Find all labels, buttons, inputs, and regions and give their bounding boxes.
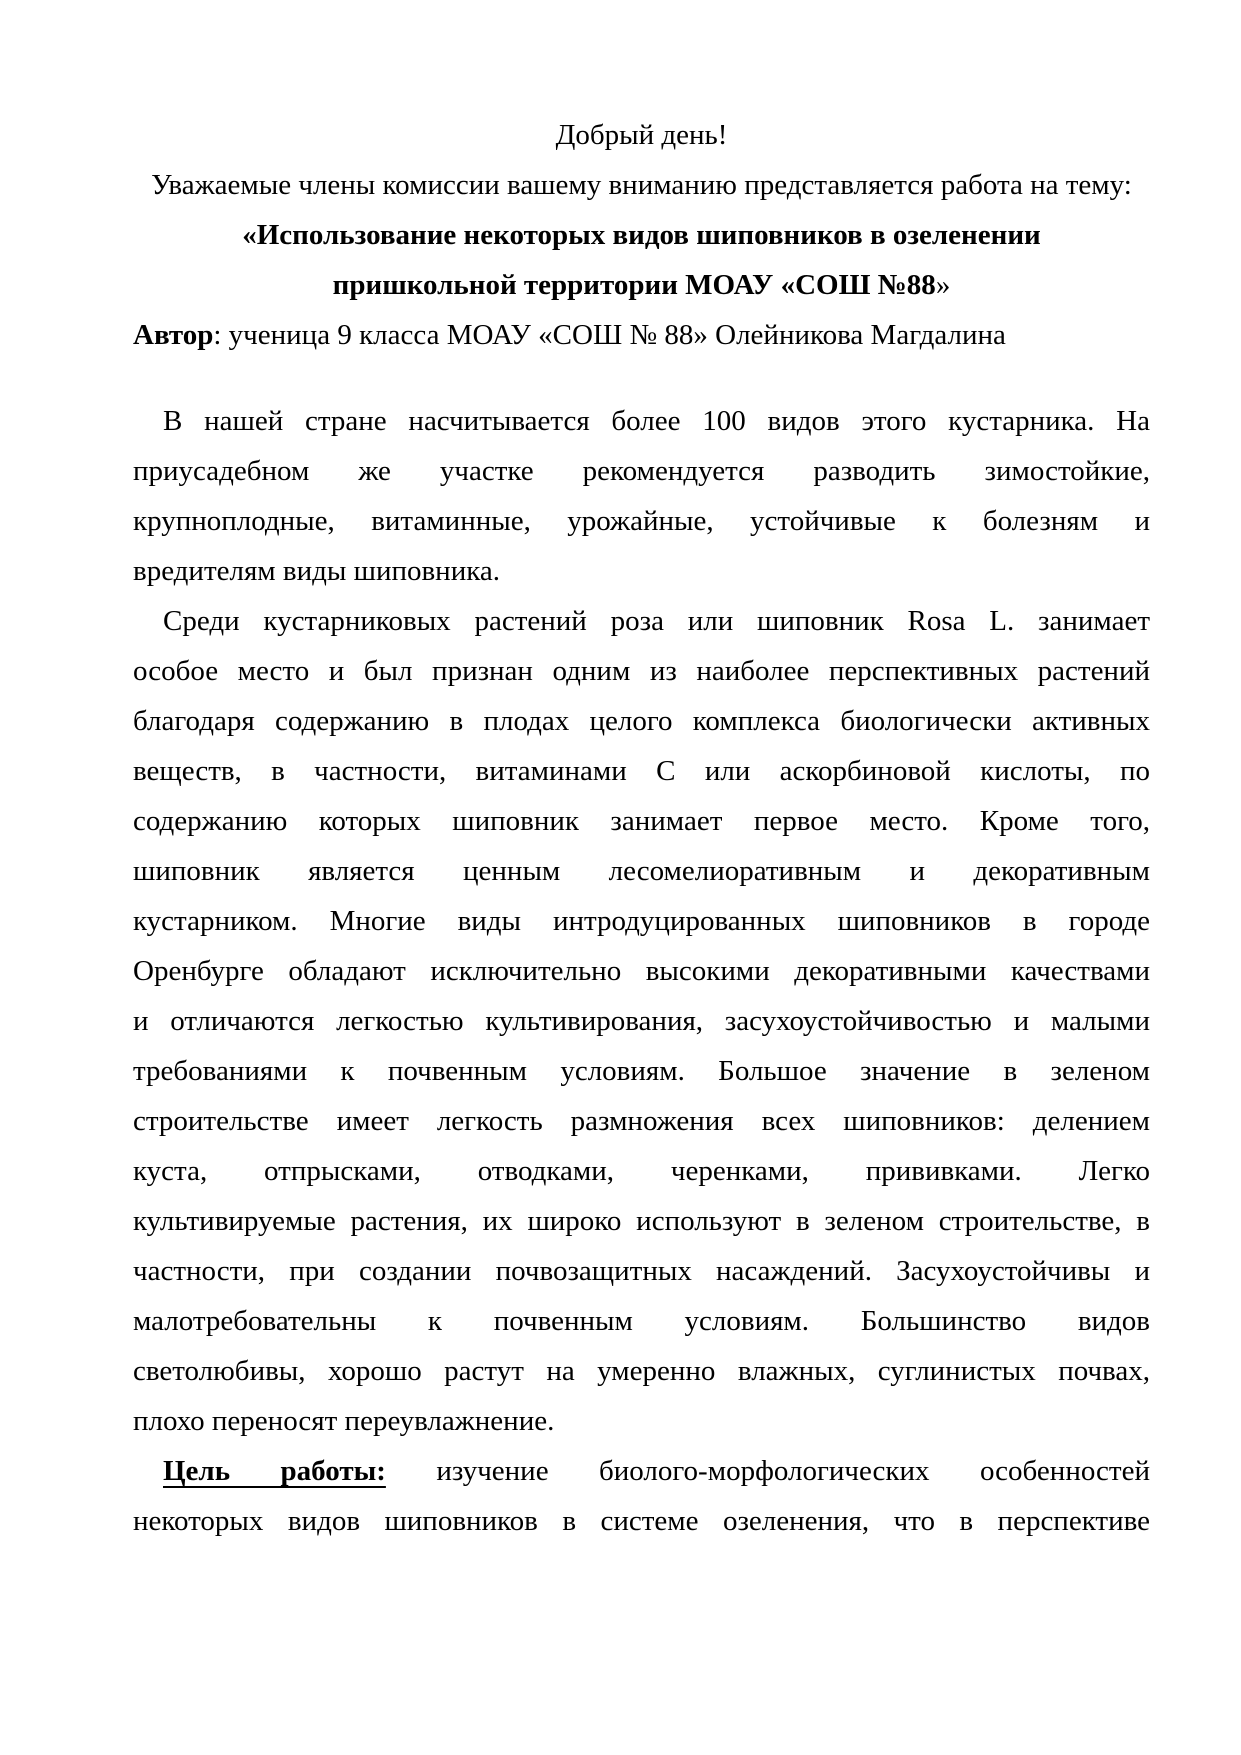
- text-line: Оренбурге обладают исключительно высокими декоративными качествами: [133, 955, 1150, 987]
- work-title-line-2: [133, 260, 1150, 310]
- goal-label: Цель работы:: [163, 1455, 386, 1487]
- text-line: приусадебном же участке рекомендуется разводить зимостойкие,: [133, 455, 1150, 487]
- text-line: Среди кустарниковых растений роза или шиповник Rosa L. занимает: [163, 605, 1150, 637]
- paragraph-3: [133, 1446, 1150, 1546]
- blank-line: [133, 360, 1150, 396]
- text-line: веществ, в частности, витаминами С или аскорбиновой кислоты, по: [133, 755, 1150, 787]
- text-line: некоторых видов шиповников в системе озеленения, что в перспективе: [133, 1505, 1150, 1537]
- work-title-line-1: [133, 210, 1150, 260]
- goal-line: [133, 1446, 1150, 1496]
- text-line: требованиями к почвенным условиям. Большое значение в зеленом: [133, 1055, 1150, 1087]
- text-line: плохо переносят переувлажнение.: [133, 1405, 555, 1437]
- paragraph-2: [133, 596, 1150, 1446]
- work-title-text-2: пришкольной территории МОАУ «СОШ №88: [332, 269, 936, 301]
- text-line: строительстве имеет легкость размножения всех шиповников: делением: [133, 1105, 1150, 1137]
- work-title-closing-quote: »: [935, 269, 951, 301]
- text-line: и отличаются легкостью культивирования, засухоустойчивостью и малыми: [133, 1005, 1150, 1037]
- text-line: В нашей стране насчитывается более 100 видов этого кустарника. На: [163, 405, 1150, 437]
- text-line: кустарником. Многие виды интродуцированных шиповников в городе: [133, 905, 1150, 937]
- text-line: особое место и был признан одним из наиболее перспективных растений: [133, 655, 1150, 687]
- text-line: светолюбивы, хорошо растут на умеренно влажных, суглинистых почвах,: [133, 1355, 1150, 1387]
- text-line: культивируемые растения, их широко используют в зеленом строительстве, в: [133, 1205, 1150, 1237]
- intro-line: Уважаемые члены комиссии вашему вниманию представляется работа на тему:: [151, 169, 1132, 201]
- text-line: шиповник является ценным лесомелиоративным и декоративным: [133, 855, 1150, 887]
- goal-text: изучение биолого-морфологических особенностей: [436, 1455, 1150, 1487]
- text-line: вредителям виды шиповника.: [133, 555, 500, 587]
- text-line: содержанию которых шиповник занимает первое место. Кроме того,: [133, 805, 1150, 837]
- text-line: частности, при создании почвозащитных насаждений. Засухоустойчивы и: [133, 1255, 1150, 1287]
- work-title-text-1: «Использование некоторых видов шиповников в озеленении: [242, 219, 1041, 251]
- author-value: : ученица 9 класса МОАУ «СОШ № 88» Олейникова Магдалина: [213, 319, 1006, 351]
- author-label: Автор: [133, 319, 214, 351]
- text-line: малотребовательны к почвенным условиям. Большинство видов: [133, 1305, 1150, 1337]
- text-line: куста, отпрысками, отводками, черенками, прививками. Легко: [133, 1155, 1150, 1187]
- author-line: [133, 310, 1150, 360]
- text-line: благодаря содержанию в плодах целого комплекса биологически активных: [133, 705, 1150, 737]
- paragraph-1: [133, 396, 1150, 596]
- greeting-line: Добрый день!: [555, 119, 728, 151]
- text-line: крупноплодные, витаминные, урожайные, устойчивые к болезням и: [133, 505, 1150, 537]
